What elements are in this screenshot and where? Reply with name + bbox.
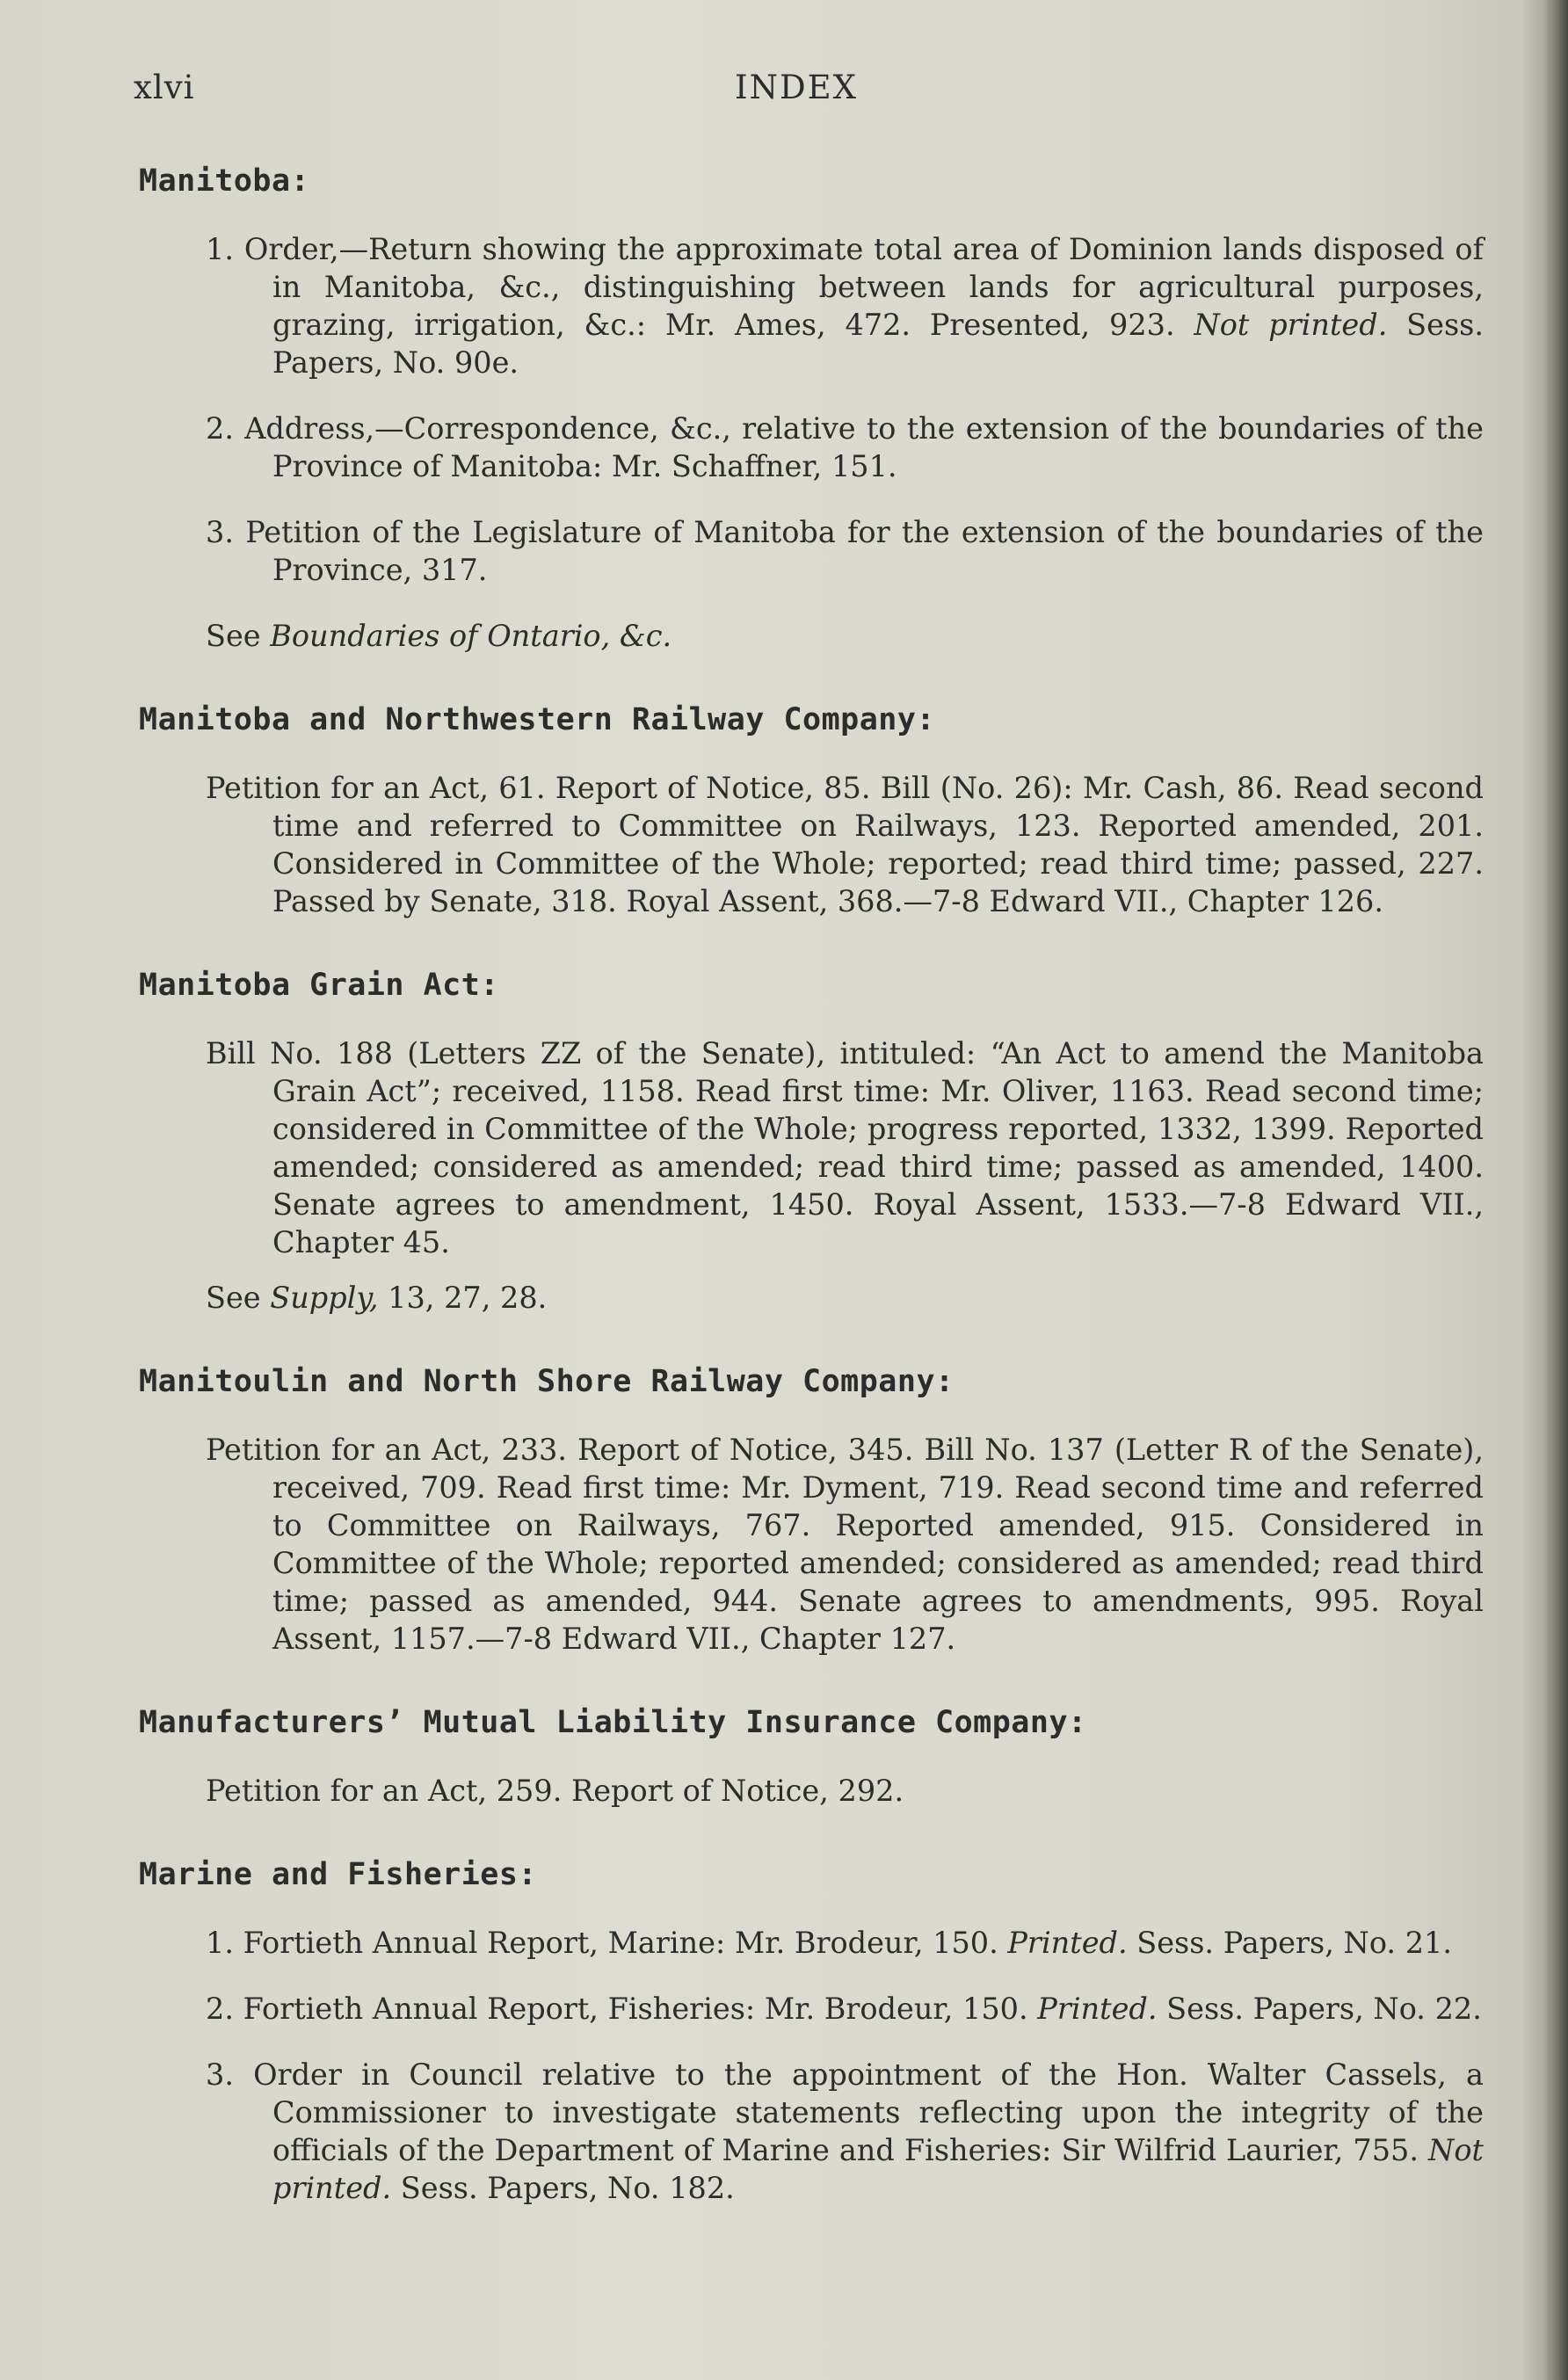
see-label: See — [206, 619, 271, 653]
index-entry-manufacturers-insurance — [139, 1703, 1484, 1810]
item-number: 3. — [206, 515, 234, 549]
item-text: Fortieth Annual Report, Marine: Mr. Brodeur, 150. — [243, 1926, 1008, 1960]
item-number: 2. — [206, 1992, 234, 2026]
item-text: Order in Council relative to the appointment of the Hon. Walter Cassels, a Commissioner to investigate statements reflecting upon the integrity of the officials of the Department of Marine and Fisheries: Sir Wilfrid Laurier, 755. — [253, 2057, 1484, 2167]
item-italic: Not printed. — [1194, 308, 1388, 342]
item-italic: Printed. — [1037, 1992, 1158, 2026]
numbered-item — [206, 1924, 1484, 1962]
see-pages: 13, 27, 28. — [378, 1281, 548, 1315]
running-head — [134, 69, 1478, 112]
item-italic: Not printed. — [272, 2133, 1484, 2205]
entry-text: Bill No. 188 (Letters ZZ of the Senate), intituled: “An Act to amend the Manitoba Grain Act”; received, 1158. Read first time: Mr. Oliver, 1163. Read second time; considered in Committee of the Whole; progress reported, 1332, 1399. Reported amended; considered as amended; read third time; passed as amended, 1400. Senate agrees to amendment, 1450. Royal Assent, 1533.—7-8 Edward VII., Chapter 45. — [206, 1036, 1484, 1259]
item-italic: Printed. — [1007, 1926, 1128, 1960]
see-reference — [206, 617, 1484, 655]
item-text-end: Sess. Papers, No. 22. — [1157, 1992, 1482, 2026]
see-target: Supply, — [270, 1281, 379, 1315]
item-text-end: Sess. Papers, No. 90e. — [272, 308, 1484, 380]
index-entry-manitoulin-railway — [139, 1362, 1484, 1658]
item-text: Address,—Correspondence, &c., relative to the extension of the boundaries of the Province of Manitoba: Mr. Schaffner, 151. — [244, 411, 1484, 483]
item-text: Petition of the Legislature of Manitoba for the extension of the boundaries of the Province, 317. — [245, 515, 1484, 587]
item-text-end: Sess. Papers, No. 21. — [1127, 1926, 1452, 1960]
index-entry-manitoba-grain-act — [139, 966, 1484, 1317]
item-number: 2. — [206, 411, 234, 446]
numbered-item — [206, 513, 1484, 589]
see-reference — [206, 1279, 1484, 1317]
entry-text: Petition for an Act, 259. Report of Notice, 292. — [206, 1774, 904, 1808]
page-number: xlvi — [134, 69, 195, 106]
item-text: Order,—Return showing the approximate total area of Dominion lands disposed of in Manitoba, &c., distinguishing between lands for agricultural purposes, grazing, irrigation, &c.: Mr. Ames, 472. Presented, 923. — [243, 232, 1485, 342]
page-edge-shadow — [1543, 0, 1568, 2380]
numbered-item — [206, 410, 1484, 485]
entry-text: Petition for an Act, 233. Report of Notice, 345. Bill No. 137 (Letter R of the Senate), received, 709. Read first time: Mr. Dyment, 719. Read second time and referred to Committee on Railways, 767. Reported amended, 915. Considered in Committee of the Whole; reported amended; considered as amended; read third time; passed as amended, 944. Senate agrees to amendments, 995. Royal Assent, 1157.—7-8 Edward VII., Chapter 127. — [206, 1433, 1484, 1656]
page-title: INDEX — [735, 69, 859, 106]
entry-heading: Marine and Fisheries: — [139, 1857, 538, 1892]
see-label: See — [206, 1281, 271, 1315]
entry-heading: Manitoba and Northwestern Railway Company: — [139, 702, 936, 737]
index-content — [139, 162, 1484, 2253]
item-number: 1. — [206, 1926, 234, 1960]
entry-heading: Manufacturers’ Mutual Liability Insurance Company: — [139, 1705, 1087, 1740]
item-text: Fortieth Annual Report, Fisheries: Mr. Brodeur, 150. — [243, 1992, 1038, 2026]
numbered-item — [206, 1990, 1484, 2028]
entry-heading: Manitoulin and North Shore Railway Company: — [139, 1364, 955, 1399]
entry-heading: Manitoba: — [139, 163, 310, 199]
item-number: 1. — [206, 232, 234, 266]
entry-heading: Manitoba Grain Act: — [139, 968, 499, 1003]
numbered-item — [206, 2056, 1484, 2207]
index-entry-manitoba — [139, 162, 1484, 655]
see-target: Boundaries of Ontario, &c. — [270, 619, 672, 653]
numbered-item — [206, 230, 1484, 381]
index-entry-manitoba-northwestern-railway — [139, 700, 1484, 920]
entry-text: Petition for an Act, 61. Report of Notice, 85. Bill (No. 26): Mr. Cash, 86. Read second time and referred to Committee on Railways, 123. Reported amended, 201. Considered in Committee of the Whole; reported; read third time; passed, 227. Passed by Senate, 318. Royal Assent, 368.—7-8 Edward VII., Chapter 126. — [206, 771, 1484, 918]
item-number: 3. — [206, 2057, 234, 2092]
index-entry-marine-fisheries — [139, 1855, 1484, 2207]
item-text-end: Sess. Papers, No. 182. — [391, 2171, 735, 2205]
